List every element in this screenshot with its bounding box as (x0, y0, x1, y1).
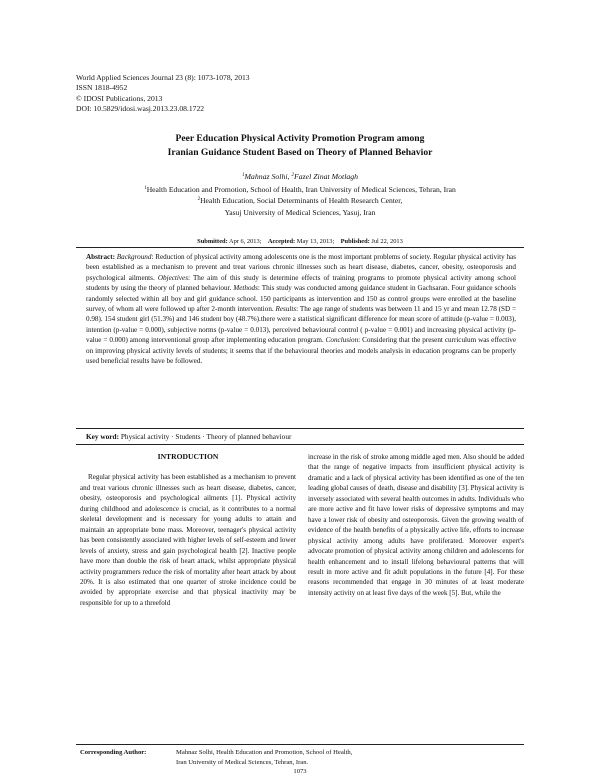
page-number: 1073 (293, 768, 307, 775)
corresponding-author-line-1: Mahnaz Solhi, Health Education and Promotion, School of Health, (176, 749, 353, 756)
keyword-separator-1: · (171, 432, 174, 441)
journal-issn: ISSN 1818-4952 (76, 83, 128, 93)
author-2-sup: 2 (291, 173, 294, 178)
background-text: : Reduction of physical activity among adolescents one is the most important problems of society. Regular physical activity has been established as a mechanism to prevent and treat various chronic illnesses such as heart disease, diabetes, cancer, obesity, osteoporosis and psychological ailments. (86, 253, 516, 282)
left-column (80, 452, 296, 608)
corresponding-author-label: Corresponding Author: (80, 749, 147, 756)
affiliation-1-sup: 1 (144, 186, 147, 191)
keyword-separator-2: · (202, 432, 205, 441)
submitted-label: Submitted: (197, 238, 228, 245)
journal-citation: World Applied Sciences Journal 23 (8): 1073-1078, 2013 (76, 73, 250, 82)
title-line-1: Peer Education Physical Activity Promotion Program among (175, 133, 425, 144)
abstract (86, 252, 516, 366)
keyword-3: Theory of planned behaviour (206, 432, 292, 441)
affiliation-2-line-2: Yasuj University of Medical Sciences, Yasuj, Iran (224, 207, 376, 217)
conclusion-text: : Considering that the present curriculum was effective on improving physical activity levels of students; it seems that if the behavioural theories and models analysis in education programs can be properly used beneficial results have be followed. (86, 336, 516, 366)
footer-rule (76, 744, 524, 745)
submitted-date: Apr 6, 2013; (228, 238, 262, 245)
introduction-heading: INTRODUCTION (157, 452, 219, 461)
right-column (308, 452, 524, 598)
objectives-label: Objectives (157, 273, 188, 282)
title-line-2: Iranian Guidance Student Based on Theory of Planned Behavior (167, 146, 433, 158)
keyword-2: Students (175, 432, 201, 441)
keywords-label: Key word: (86, 432, 120, 441)
published-date: Jul 22, 2013 (371, 238, 403, 245)
abstract-top-rule (76, 247, 524, 248)
paper-title (90, 132, 510, 159)
conclusion-label: Conclusion (325, 336, 359, 345)
background-label: Background (116, 253, 152, 261)
keyword-1: Physical activity (120, 432, 170, 441)
methods-text: : This study was conducted among guidance student in Gachsaran. Four guidance schools randomly selected within all boy and girl guidance school. 150 participants as intervention and 150 as control groups were enrolled at the baseline survey, of whom all were followed up after 2-month intervention. (86, 284, 516, 314)
journal-publisher: © IDOSI Publications, 2013 (76, 93, 163, 103)
corresponding-author (80, 748, 352, 767)
introduction-paragraph-left: Regular physical activity has been established as a mechanism to prevent and treat various chronic illnesses such as heart disease, diabetes, cancer, obesity, osteoporosis and psychological ailments [1]. Physical activity during childhood and adolescence is crucial, as it contributes to a normal skeletal development and is necessary for young adults to attain and maintain an appropriate bone mass. Moreover, teenager's physical activity has been consistently associated with higher levels of self-esteem and lower levels of anxiety, stress and gain psychological health [2]. Inactive people have more than double the risk of heart attack, whilst appropriate physical activity programmers reduce the risk of mortality after heart attack by about 20%. It is also estimated that one quarter of stroke incidence could be avoided by appropriate exercise and that physical inactivity may be responsible for up to a threefold (80, 473, 296, 607)
affiliation-1: Health Education and Promotion, School of Health, Iran University of Medical Sciences, Tehran, Iran (146, 185, 456, 194)
published-label: Published: (340, 238, 370, 245)
introduction-paragraph-right: increase in the risk of stroke among middle aged men. Also should be added that the range of negative impacts from insufficient physical activity is dramatic and a lack of physical activity has been identified as one of the ten leading global causes of death, disease and disability [3]. Physical activity is inversely associated with several health outcomes in adults. Individuals who are more active and fit have lower risks of depressive symptoms and may have a lower risk of obesity and osteoporosis. Given the growing wealth of evidence of the health benefits of a physically active life, efforts to increase physical activity among adults have proliferated. Moreover expert's advocate promotion of physical activity among children and adolescents for health enhancement and to install lifelong behavioural patterns that will result in more active and fit adult populations in the future [4]. For these reasons recommended that engage in 30 minutes of at least moderate intensity activity on at least five days of the week [5]. But, while the (308, 453, 524, 597)
accepted-label: Accepted: (267, 238, 296, 245)
author-list (90, 172, 510, 181)
accepted-date: May 13, 2013; (296, 238, 335, 245)
author-2: Fazel Zinat Motlagh (293, 172, 359, 181)
author-1-sup: 1 (241, 173, 245, 178)
submission-dates (76, 238, 524, 245)
results-text: : The age range of students was between 11 and 15 yr and mean 12.78 (SD = 0.98). 154 student girl (51.3%) and 146 student boy (48.7%).there were a statistical significant difference for mean score of attitude (p-value = 0.003), intention (p-value = 0.000), subjective norms (p-value = 0.013), perceived behavioural control ( p-value = 0.001) and increasing physical activity (p-value = 0.000) among interventional group after implementing education program. (86, 305, 516, 345)
affiliation-2-line-1: Health Education, Social Determinants of Health Research Center, (200, 196, 403, 206)
corresponding-author-line-2: Iran University of Medical Sciences, Tehran, Iran. (176, 758, 309, 766)
affiliations (70, 184, 530, 218)
keywords (86, 432, 291, 441)
abstract-label: Abstract: (86, 253, 115, 261)
affiliation-2-sup: 2 (197, 197, 201, 203)
keywords-top-rule (76, 428, 524, 429)
methods-label: Methods (233, 284, 258, 293)
objectives-text: : The aim of this study is determine effects of training programs to promote physical activity among school students by using the theory of planned behaviour. (86, 273, 516, 293)
journal-doi: DOI: 10.5829/idosi.wasj.2013.23.08.1722 (76, 104, 205, 114)
keywords-bottom-rule (76, 444, 524, 445)
author-1: Mahnaz Solhi, (244, 172, 290, 181)
journal-header (76, 73, 250, 115)
results-label: Results (275, 305, 297, 314)
